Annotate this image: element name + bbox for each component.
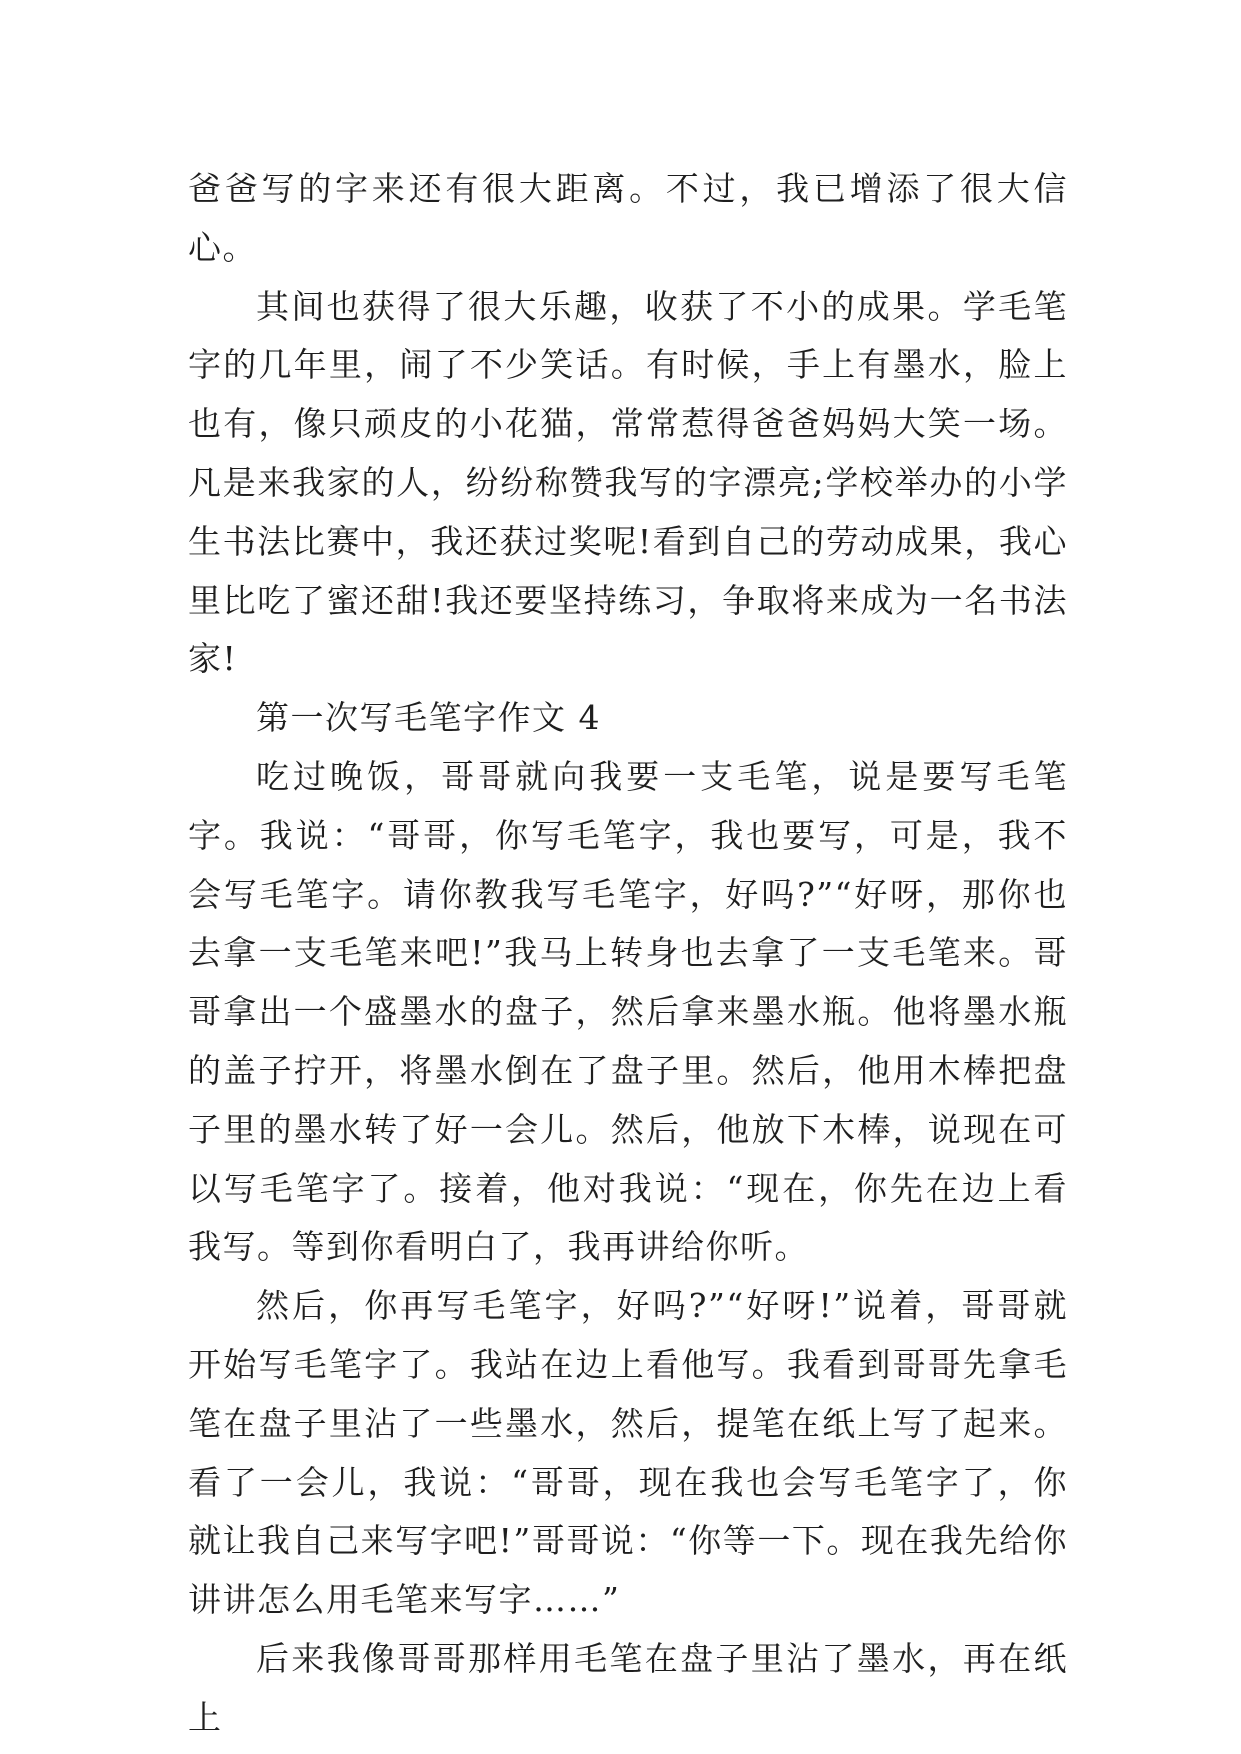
paragraph-later: 后来我像哥哥那样用毛笔在盘子里沾了墨水，再在纸上: [188, 1638, 1068, 1737]
paragraph-dinner: 吃过晚饭，哥哥就向我要一支毛笔，说是要写毛笔字。我说：“哥哥，你写毛笔字，我也要写，可是，我不会写毛笔字。请你教我写毛笔字，好吗?”“好呀，那你也去拿一支毛笔来吧!”我马上转身也去拿了一支毛笔来。哥哥拿出一个盛墨水的盘子，然后拿来墨水瓶。他将墨水瓶的盖子拧开，将墨水倒在了盘子里。然后，他用木棒把盘子里的墨水转了好一会儿。然后，他放下木棒，说现在可以写毛笔字了。接着，他对我说：“现在，你先在边上看我写。等到你看明白了，我再讲给你听。: [188, 756, 1068, 1267]
section-title: 第一次写毛笔字作文 4: [256, 698, 601, 738]
paragraph-watching: 然后，你再写毛笔字，好吗?”“好呀!”说着，哥哥就开始写毛笔字了。我站在边上看他写。我看到哥哥先拿毛笔在盘子里沾了一些墨水，然后，提笔在纸上写了起来。看了一会儿，我说：“哥哥，现在我也会写毛笔字了，你就让我自己来写字吧!”哥哥说：“你等一下。现在我先给你讲讲怎么用毛笔来写字……”: [188, 1286, 1068, 1620]
paragraph-continuation: 爸爸写的字来还有很大距离。不过，我已增添了很大信心。: [188, 169, 1068, 267]
document-body: [188, 160, 1068, 1748]
paragraph-interest: 其间也获得了很大乐趣，收获了不小的成果。学毛笔字的几年里，闹了不少笑话。有时候，手上有墨水，脸上也有，像只顽皮的小花猫，常常惹得爸爸妈妈大笑一场。凡是来我家的人，纷纷称赞我写的字漂亮;学校举办的小学生书法比赛中，我还获过奖呢!看到自己的劳动成果，我心里比吃了蜜还甜!我还要坚持练习，争取将来成为一名书法家!: [188, 286, 1068, 679]
